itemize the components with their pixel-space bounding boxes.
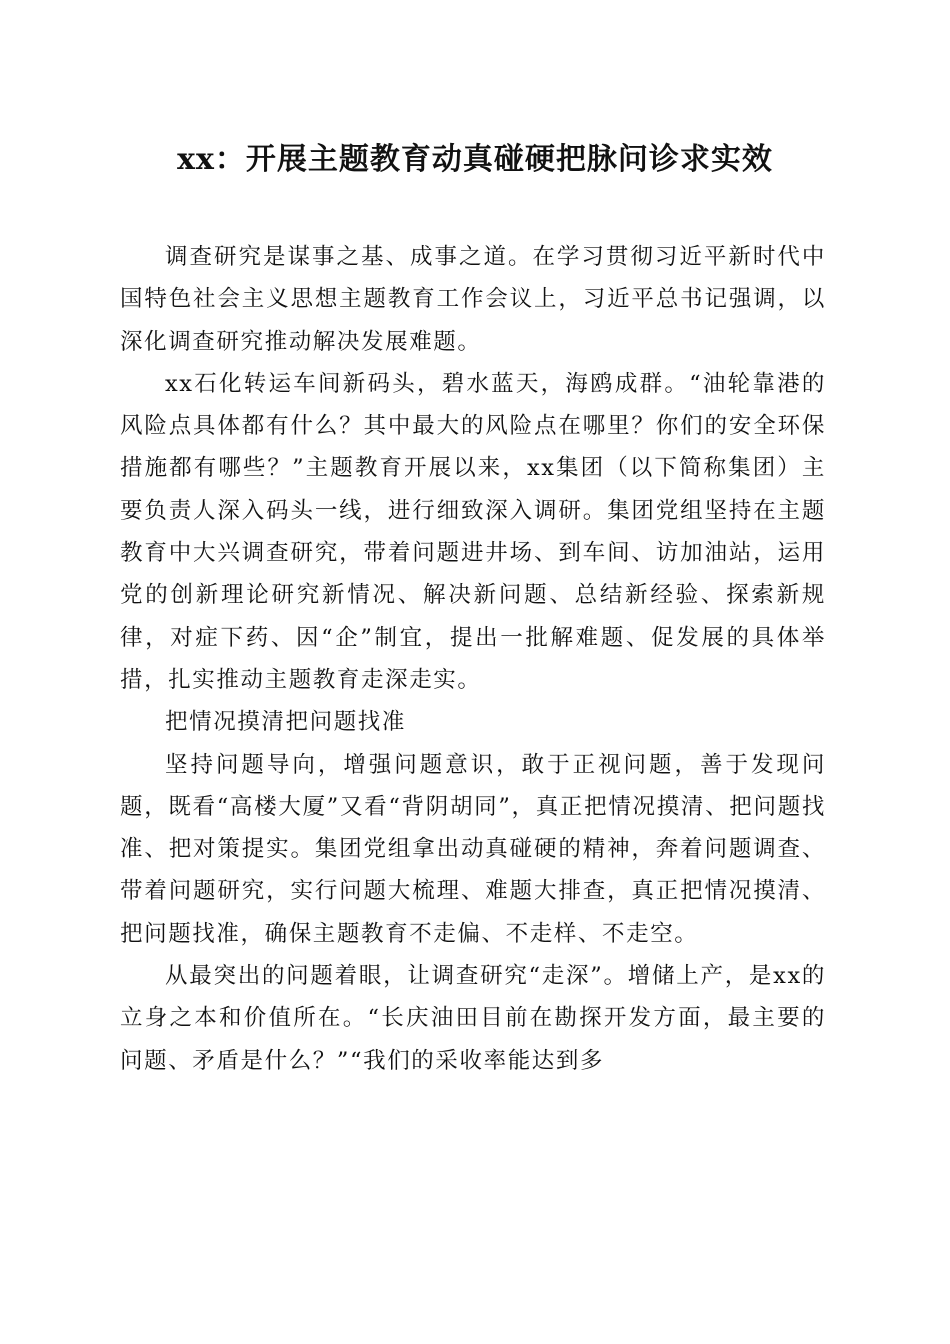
document-title: xx：开展主题教育动真碰硬把脉问诊求实效 [177, 142, 773, 177]
paragraph-problem-oriented: 坚持问题导向，增强问题意识，敢于正视问题，善于发现问题，既看“高楼大厦”又看“背阴胡同”，真正把情况摸清、把问题找准、把对策提实。集团党组拿出动真碰硬的精神，奔着问题调查、带着问题研究，实行问题大梳理、难题大排查，真正把情况摸清、把问题找准，确保主题教育不走偏、不走样、不走空。 [120, 751, 826, 947]
document-body [120, 236, 826, 1082]
paragraph-intro: 调查研究是谋事之基、成事之道。在学习贯彻习近平新时代中国特色社会主义思想主题教育工作会议上，习近平总书记强调，以深化调查研究推动解决发展难题。 [120, 244, 826, 355]
paragraph-dock-visit: xx石化转运车间新码头，碧水蓝天，海鸥成群。“油轮靠港的风险点具体都有什么？其中最大的风险点在哪里？你们的安全环保措施都有哪些？”主题教育开展以来，xx集团（以下简称集团）主要负责人深入码头一线，进行细致深入调研。集团党组坚持在主题教育中大兴调查研究，带着问题进井场、到车间、访加油站，运用党的创新理论研究新情况、解决新问题、总结新经验、探索新规律，对症下药、因“企”制宜，提出一批解难题、促发展的具体举措，扎实推动主题教育走深走实。 [120, 370, 826, 693]
paragraph-research-deepening: 从最突出的问题着眼，让调查研究“走深”。增储上产，是xx的立身之本和价值所在。“长庆油田目前在勘探开发方面，最主要的问题、矛盾是什么？”“我们的采收率能达到多 [120, 963, 826, 1074]
section-heading: 把情况摸清把问题找准 [165, 709, 407, 736]
